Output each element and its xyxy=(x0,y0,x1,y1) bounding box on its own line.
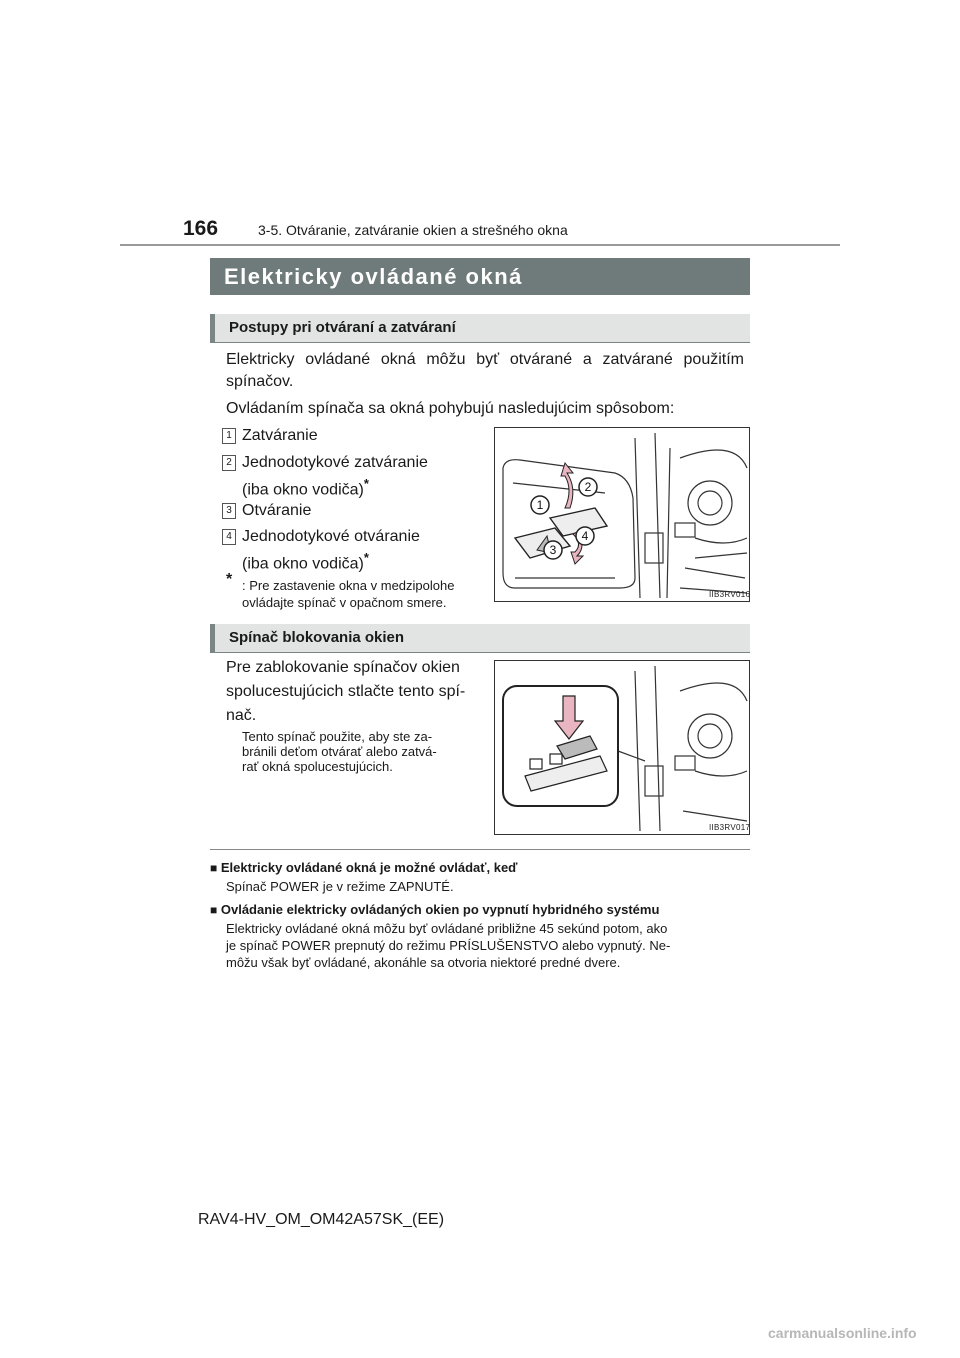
figure-code: IIB3RV017 xyxy=(709,823,751,832)
callout-2: 2 xyxy=(584,480,592,494)
lock-note-line-1: Tento spínač použite, aby ste za- xyxy=(242,729,433,744)
callout-1: 1 xyxy=(536,498,544,512)
item-2-label: Jednodotykové zatváranie xyxy=(242,454,428,471)
chapter-title: 3-5. Otváranie, zatváranie okien a strešného okna xyxy=(258,222,568,238)
note-2-heading xyxy=(210,902,659,917)
watermark: carmanualsonline.info xyxy=(768,1325,917,1341)
lock-instruction-line-1: Pre zablokovanie spínačov okien xyxy=(226,659,460,676)
note-2-heading-text: Ovládanie elektricky ovládaných okien po vypnutí hybridného systému xyxy=(220,902,660,917)
note-1-heading-text: Elektricky ovládané okná je možné ovládať, keď xyxy=(220,860,518,875)
intro-paragraph: Elektricky ovládané okná môžu byť otvárané a zatvárané použitím spínačov. xyxy=(226,351,744,390)
lock-instruction-line-3: nač. xyxy=(226,707,257,724)
callout-4: 4 xyxy=(581,529,589,543)
callout-3: 3 xyxy=(549,543,557,557)
lock-note-line-2: bránili deťom otvárať alebo zatvá- xyxy=(242,744,437,759)
notes-divider xyxy=(210,849,750,850)
item-2-qualifier: (iba okno vodiča) xyxy=(242,481,364,499)
item-1-text xyxy=(242,425,318,446)
note-1-body xyxy=(226,878,746,895)
lock-note xyxy=(242,729,480,774)
note-2-line-1: Elektricky ovládané okná môžu byť ovládané približne 45 sekúnd potom, ako xyxy=(226,921,668,936)
footnote xyxy=(242,577,492,611)
note-star: * xyxy=(226,571,233,588)
square-bullet-icon: ■ xyxy=(210,861,218,875)
item-number-2: 2 xyxy=(222,455,236,471)
footnote-line-2: ovládajte spínač v opačnom smere. xyxy=(242,595,447,610)
subsection-title-operation: Postupy pri otváraní a zatváraní xyxy=(210,314,750,342)
lock-instruction xyxy=(226,656,478,728)
lead-paragraph: Ovládaním spínača sa okná pohybujú nasledujúcim spôsobom: xyxy=(226,400,675,417)
item-3-label: Otváranie xyxy=(242,502,312,519)
figure-code: IIB3RV016 xyxy=(709,590,751,599)
note-1-heading xyxy=(210,860,518,875)
item-number-1: 1 xyxy=(222,428,236,444)
figure-window-lock-switch xyxy=(494,660,750,835)
note-2-line-2: je spínač POWER prepnutý do režimu PRÍSLUŠENSTVO alebo vypnutý. Ne- xyxy=(226,938,671,953)
figure-window-switch xyxy=(494,427,750,602)
document-code: RAV4-HV_OM_OM42A57SK_(EE) xyxy=(198,1211,445,1228)
lock-instruction-line-2: spolucestujúcich stlačte tento spí- xyxy=(226,683,466,700)
item-4-label: Jednodotykové otváranie xyxy=(242,528,420,545)
footnote-star: * xyxy=(363,550,369,565)
item-number-4: 4 xyxy=(222,529,236,545)
lock-note-line-3: rať okná spolucestujúcich. xyxy=(242,759,393,774)
subsection-underline xyxy=(210,342,750,343)
subsection-underline xyxy=(210,652,750,653)
note-2-line-3: môžu však byť ovládané, akonáhle sa otvoria niektoré predné dvere. xyxy=(226,955,621,970)
item-3-text xyxy=(242,500,311,521)
note-2-body xyxy=(226,920,746,971)
header-divider xyxy=(120,244,840,246)
square-bullet-icon: ■ xyxy=(210,903,218,917)
item-1-label: Zatváranie xyxy=(242,427,318,444)
item-4-qualifier: (iba okno vodiča) xyxy=(242,555,364,573)
footnote-star: * xyxy=(363,476,369,491)
note-1-line-1: Spínač POWER je v režime ZAPNUTÉ. xyxy=(226,879,454,894)
section-title: Elektricky ovládané okná xyxy=(210,258,750,295)
item-4-text xyxy=(242,526,420,574)
item-2-text xyxy=(242,452,428,500)
item-number-3: 3 xyxy=(222,503,236,519)
page-number: 166 xyxy=(183,217,219,240)
footnote-line-1: : Pre zastavenie okna v medzipolohe xyxy=(242,578,455,593)
subsection-title-lock: Spínač blokovania okien xyxy=(210,624,750,652)
window-lock-illustration xyxy=(495,661,749,834)
window-switch-illustration xyxy=(495,428,749,601)
